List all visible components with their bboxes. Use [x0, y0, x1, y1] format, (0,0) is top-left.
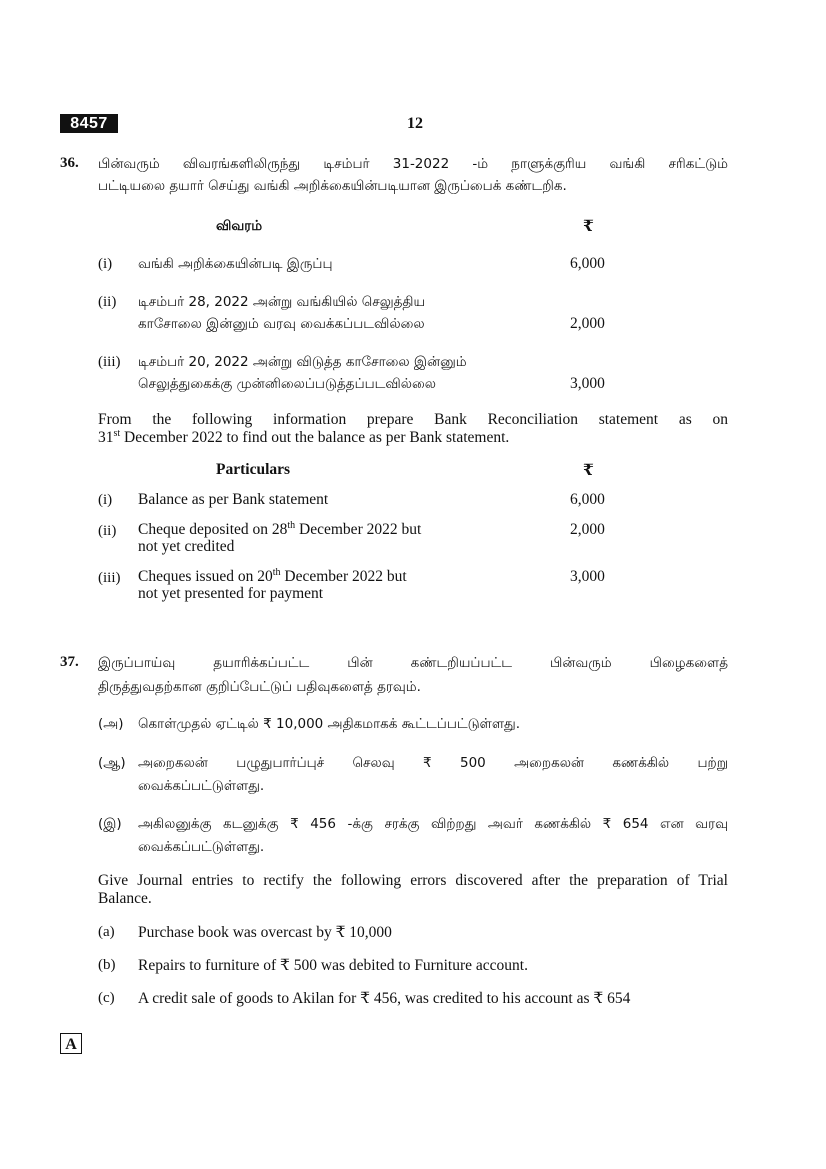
- q36-tamil-item-text: டிசம்பர் 28, 2022 அன்று வங்கியில் செலுத்திய: [138, 294, 426, 310]
- page-number: 12: [407, 115, 423, 132]
- q37-tamil-item-text: வைக்கப்பட்டுள்ளது.: [138, 778, 265, 794]
- q37-tamil-line2: திருத்துவதற்கான குறிப்பேட்டுப் பதிவுகளைத் தரவும்.: [98, 679, 421, 695]
- q37-english-item-label: (b): [98, 957, 116, 973]
- q36-tamil-item-text: வங்கி அறிக்கையின்படி இருப்பு: [138, 256, 333, 272]
- q36-english-item-text: Cheques issued on 20th December 2022 but: [138, 566, 407, 585]
- q36-english-item-text: not yet presented for payment: [138, 585, 324, 602]
- q36-english-item-text: Cheque deposited on 28th December 2022 but: [138, 519, 422, 538]
- q36-english-item-amount: 6,000: [570, 491, 605, 508]
- q36-tamil-col-amount: ₹: [583, 218, 594, 235]
- q37-english-item-text: A credit sale of goods to Akilan for ₹ 456, was credited to his account as ₹ 654: [138, 990, 631, 1007]
- q36-tamil-item-text: டிசம்பர் 20, 2022 அன்று விடுத்த காசோலை இன்னும்: [138, 354, 467, 370]
- version-marker: A: [60, 1033, 82, 1054]
- q36-tamil-item-amount: 3,000: [570, 375, 605, 392]
- q36-tamil-item-amount: 2,000: [570, 315, 605, 332]
- q37-tamil-item-label: (அ): [98, 716, 124, 732]
- q37-tamil-item-label: (ஆ): [98, 755, 126, 771]
- q36-tamil-line2: பட்டியலை தயார் செய்து வங்கி அறிக்கையின்படியான இருப்பைக் கண்டறிக.: [98, 178, 567, 194]
- q37-tamil-item-text: அகிலனுக்கு கடனுக்கு ₹ 456 -க்கு சரக்கு விற்றது அவர் கணக்கில் ₹ 654 என வரவு: [138, 816, 728, 832]
- q36-tamil-item-label: (iii): [98, 354, 121, 370]
- paper-code: 8457: [60, 114, 118, 133]
- q37-tamil-line1: இருப்பாய்வு தயாரிக்கப்பட்ட பின் கண்டறியப்பட்ட பின்வரும் பிழைகளைத்: [98, 655, 728, 671]
- q36-english-item-text: Balance as per Bank statement: [138, 491, 329, 508]
- q36-english-col-particulars: Particulars: [216, 461, 291, 478]
- q36-english-item-amount: 2,000: [570, 521, 605, 538]
- q37-tamil-item-text: வைக்கப்பட்டுள்ளது.: [138, 839, 265, 855]
- q37-english-item-label: (c): [98, 990, 115, 1006]
- q37-tamil-item-text: அறைகலன் பழுதுபார்ப்புச் செலவு ₹ 500 அறைகலன் கணக்கில் பற்று: [138, 755, 728, 771]
- q37-english-item-label: (a): [98, 924, 115, 940]
- q36-english-item-amount: 3,000: [570, 568, 605, 585]
- q36-english-item-label: (ii): [98, 523, 117, 539]
- q37-english-line2: Balance.: [98, 890, 152, 907]
- q36-english-line2: 31st December 2022 to find out the balance as per Bank statement.: [98, 427, 510, 446]
- q36-english-item-label: (i): [98, 492, 113, 508]
- q37-tamil-item-text: கொள்முதல் ஏட்டில் ₹ 10,000 அதிகமாகக் கூட்டப்பட்டுள்ளது.: [138, 716, 521, 732]
- q37-english-line1: Give Journal entries to rectify the following errors discovered after the preparation of Trial: [98, 872, 728, 889]
- q36-english-item-text: not yet credited: [138, 538, 235, 555]
- q36-tamil-item-label: (ii): [98, 294, 117, 310]
- q36-english-col-amount: ₹: [583, 462, 594, 479]
- q36-tamil-item-amount: 6,000: [570, 255, 605, 272]
- q36-tamil-item-text: காசோலை இன்னும் வரவு வைக்கப்படவில்லை: [138, 316, 425, 332]
- q36-english-line1: From the following information prepare Bank Reconciliation statement as on: [98, 411, 728, 428]
- q36-tamil-item-text: செலுத்துகைக்கு முன்னிலைப்படுத்தப்படவில்லை: [138, 376, 436, 392]
- q37-english-item-text: Purchase book was overcast by ₹ 10,000: [138, 924, 392, 941]
- q36-tamil-col-particulars: விவரம்: [216, 218, 263, 234]
- q36-english-item-label: (iii): [98, 570, 121, 586]
- q37-english-item-text: Repairs to furniture of ₹ 500 was debited to Furniture account.: [138, 957, 528, 974]
- q37-tamil-item-label: (இ): [98, 816, 122, 832]
- question-36-number: 36.: [60, 155, 79, 171]
- q36-tamil-line1: பின்வரும் விவரங்களிலிருந்து டிசம்பர் 31-2022 -ம் நாளுக்குரிய வங்கி சரிகட்டும்: [98, 156, 728, 172]
- q36-tamil-item-label: (i): [98, 256, 113, 272]
- question-37-number: 37.: [60, 654, 79, 670]
